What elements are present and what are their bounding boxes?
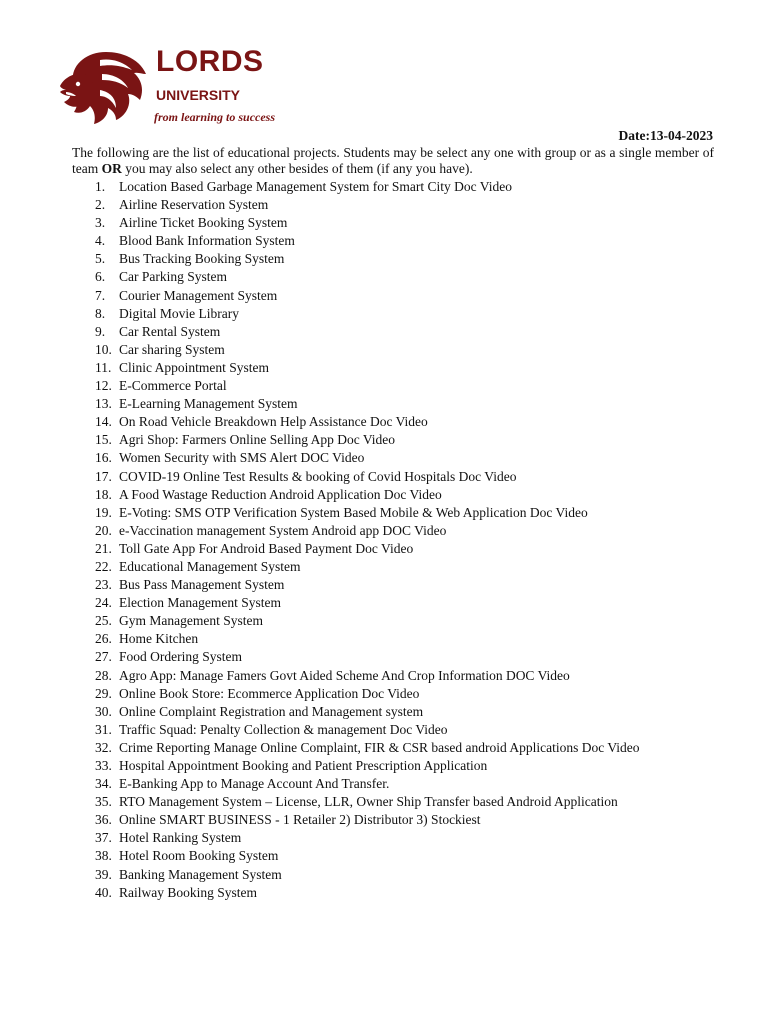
project-number: 22. <box>95 558 112 574</box>
project-item <box>95 793 735 811</box>
project-number: 1. <box>95 179 106 194</box>
project-title: Courier Management System <box>119 287 278 303</box>
project-title: Blood Bank Information System <box>119 233 295 249</box>
project-number: 31. <box>95 721 112 737</box>
project-title: Bus Pass Management System <box>119 577 285 593</box>
intro-emphasis: OR <box>101 161 122 176</box>
project-number: 38. <box>95 848 112 864</box>
project-title: Banking Management System <box>119 866 282 882</box>
project-item <box>95 884 735 902</box>
project-number: 36. <box>95 812 112 828</box>
university-logo <box>54 44 314 134</box>
project-number: 8. <box>95 305 106 321</box>
project-item <box>95 721 735 739</box>
project-title: RTO Management System – License, LLR, Owner Ship Transfer based Android Application <box>119 794 618 810</box>
project-title: Food Ordering System <box>119 649 242 665</box>
project-title: e-Vaccination management System Android app DOC Video <box>119 522 447 538</box>
project-item <box>95 667 735 685</box>
intro-paragraph <box>72 145 714 177</box>
document-date: Date:13-04-2023 <box>618 128 713 143</box>
project-title: Online Complaint Registration and Management system <box>119 703 424 719</box>
project-number: 25. <box>95 613 112 629</box>
project-title: On Road Vehicle Breakdown Help Assistance Doc Video <box>119 414 428 430</box>
project-title: Home Kitchen <box>119 631 199 647</box>
project-title: Online Book Store: Ecommerce Application Doc Video <box>119 685 420 701</box>
project-title: Car sharing System <box>119 341 225 357</box>
project-number: 35. <box>95 794 112 810</box>
project-title: Crime Reporting Manage Online Complaint, FIR & CSR based android Applications Doc Video <box>119 739 640 755</box>
intro-text-after: you may also select any other besides of them (if any you have). <box>121 161 473 176</box>
project-item <box>95 703 735 721</box>
project-item <box>95 486 735 504</box>
project-item <box>95 811 735 829</box>
project-title: Airline Reservation System <box>119 197 269 213</box>
project-number: 24. <box>95 595 112 611</box>
project-number: 7. <box>95 287 106 303</box>
project-item <box>95 739 735 757</box>
project-item <box>95 847 735 865</box>
project-item <box>95 576 735 594</box>
project-title: Hotel Room Booking System <box>119 848 279 864</box>
project-number: 4. <box>95 233 106 249</box>
project-item <box>95 214 735 232</box>
project-title: Educational Management System <box>119 558 301 574</box>
project-number: 13. <box>95 396 112 412</box>
project-item <box>95 866 735 884</box>
project-number: 9. <box>95 323 106 339</box>
project-title: COVID-19 Online Test Results & booking of Covid Hospitals Doc Video <box>119 468 517 484</box>
project-title: Hospital Appointment Booking and Patient Prescription Application <box>119 758 488 773</box>
intro-text-before: The following are the list of educational projects. Students may be select any one with group or as a single member of team <box>72 145 714 176</box>
project-title: Election Management System <box>119 595 281 611</box>
project-number: 5. <box>95 251 106 267</box>
project-item <box>95 522 735 540</box>
project-title: Agro App: Manage Famers Govt Aided Scheme And Crop Information DOC Video <box>119 667 570 683</box>
project-title: Bus Tracking Booking System <box>119 251 285 267</box>
project-item <box>95 431 735 449</box>
project-title: Agri Shop: Farmers Online Selling App Doc Video <box>119 432 396 448</box>
project-title: Gym Management System <box>119 613 263 629</box>
project-item <box>95 540 735 558</box>
project-item <box>95 648 735 666</box>
project-item <box>95 775 735 793</box>
project-number: 19. <box>95 504 112 520</box>
project-number: 32. <box>95 739 112 755</box>
project-number: 15. <box>95 432 112 448</box>
project-title: A Food Wastage Reduction Android Application Doc Video <box>119 486 442 502</box>
project-number: 26. <box>95 631 112 647</box>
project-title: E-Learning Management System <box>119 396 298 412</box>
project-number: 16. <box>95 450 112 466</box>
project-item <box>95 685 735 703</box>
project-number: 39. <box>95 866 112 882</box>
project-number: 21. <box>95 540 112 556</box>
project-number: 2. <box>95 197 106 213</box>
project-item <box>95 757 735 775</box>
project-number: 12. <box>95 378 112 394</box>
project-number: 10. <box>95 341 112 357</box>
project-title: E-Banking App to Manage Account And Transfer. <box>119 776 390 792</box>
project-item <box>95 594 735 612</box>
project-item <box>95 232 735 250</box>
project-title: Clinic Appointment System <box>119 359 270 375</box>
project-item <box>95 468 735 486</box>
project-item <box>95 829 735 847</box>
project-title: Women Security with SMS Alert DOC Video <box>119 450 365 466</box>
project-number: 29. <box>95 685 112 701</box>
project-item <box>95 377 735 395</box>
project-number: 40. <box>95 884 112 900</box>
project-number: 6. <box>95 269 106 285</box>
project-item <box>95 395 735 413</box>
project-title: Location Based Garbage Management System for Smart City Doc Video <box>119 179 512 194</box>
project-item <box>95 268 735 286</box>
project-item <box>95 323 735 341</box>
project-number: 11. <box>95 359 112 375</box>
project-item <box>95 250 735 268</box>
project-number: 3. <box>95 215 106 231</box>
lion-head-icon <box>54 46 150 126</box>
project-number: 37. <box>95 830 112 846</box>
project-item <box>95 196 735 214</box>
project-item <box>95 413 735 431</box>
project-number: 30. <box>95 703 112 719</box>
project-list <box>95 178 735 902</box>
project-title: Digital Movie Library <box>119 305 239 321</box>
project-number: 20. <box>95 522 112 538</box>
project-title: Online SMART BUSINESS - 1 Retailer 2) Distributor 3) Stockiest <box>119 812 481 828</box>
project-item <box>95 558 735 576</box>
project-number: 28. <box>95 667 112 683</box>
project-item <box>95 341 735 359</box>
project-title: Railway Booking System <box>119 884 257 900</box>
project-number: 17. <box>95 468 112 484</box>
brand-tagline: from learning to success <box>154 110 276 124</box>
project-item <box>95 287 735 305</box>
project-title: Hotel Ranking System <box>119 830 242 846</box>
project-title: Airline Ticket Booking System <box>119 215 288 231</box>
project-title: Traffic Squad: Penalty Collection & management Doc Video <box>119 721 448 737</box>
project-number: 23. <box>95 577 112 593</box>
project-number: 27. <box>95 649 112 665</box>
project-item <box>95 359 735 377</box>
project-title: Car Parking System <box>119 269 227 285</box>
project-title: E-Voting: SMS OTP Verification System Based Mobile & Web Application Doc Video <box>119 504 588 520</box>
project-item <box>95 449 735 467</box>
project-item <box>95 305 735 323</box>
brand-name: LORDS <box>156 45 264 78</box>
project-item <box>95 504 735 522</box>
project-item <box>95 612 735 630</box>
project-number: 34. <box>95 776 112 792</box>
project-number: 18. <box>95 486 112 502</box>
project-title: Toll Gate App For Android Based Payment Doc Video <box>119 540 414 556</box>
project-number: 14. <box>95 414 112 430</box>
brand-subtitle: UNIVERSITY <box>156 87 241 103</box>
project-title: E-Commerce Portal <box>119 378 227 394</box>
project-title: Car Rental System <box>119 323 221 339</box>
project-number: 33. <box>95 758 112 773</box>
project-item <box>95 178 735 196</box>
project-item <box>95 630 735 648</box>
